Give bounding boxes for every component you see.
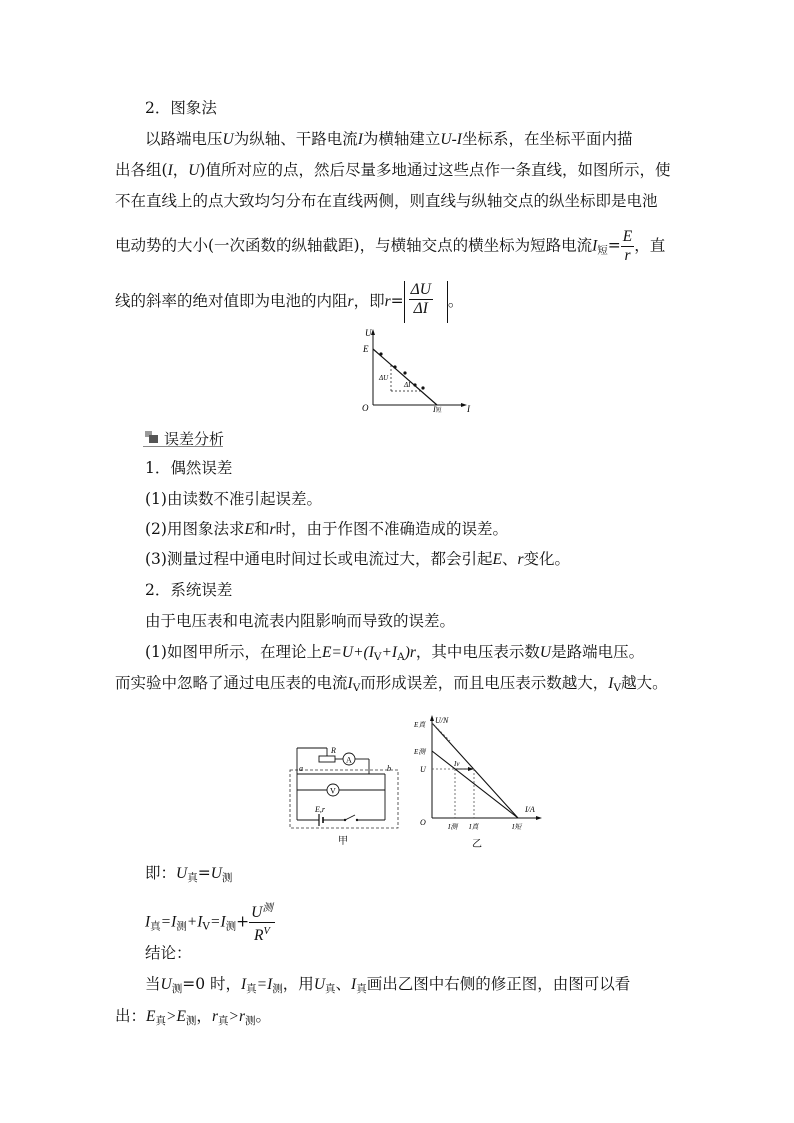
true-line: [432, 723, 518, 818]
fraction-du-di: $\frac{\Delta U}{\Delta I}$: [410, 281, 431, 317]
paragraph-line: (1)由读数不准引起误差。: [145, 490, 322, 508]
paragraph-line: (2)用图象法求E和r时，由于作图不准确造成的误差。: [145, 520, 509, 538]
delta-i-label: ΔI: [404, 381, 411, 389]
absolute-value: [404, 281, 448, 323]
paragraph-line: 线的斜率的绝对值即为电池的内阻r，即r= $\frac{\Delta U}{\Delta I}$ 。: [115, 281, 463, 323]
e-true-label: E真: [414, 721, 426, 729]
data-point: [379, 352, 382, 355]
section-heading: 2．图象法: [145, 99, 217, 117]
iv-label: Iv: [454, 760, 460, 768]
paragraph-line: 电动势的大小(一次函数的纵轴截距)，与横轴交点的横坐标为短路电流$I_短=$ $\frac{E}{r}$ ，直: [115, 228, 666, 264]
paragraph-line: 以路端电压U为纵轴、干路电流I为横轴建立U-I坐标系，在坐标平面内描: [145, 130, 633, 148]
error-analysis-heading: 误差分析: [164, 430, 225, 448]
measured-line: [432, 751, 518, 818]
data-point: [421, 386, 424, 389]
x-axis-label: I/A: [525, 805, 535, 814]
corrected-graph-figure: [410, 713, 545, 853]
i-true-label: I真: [469, 823, 479, 831]
paragraph-line: 出：$E_真>E_测$，$r_真>r_测$。: [115, 1007, 271, 1027]
dashed-frame: [290, 770, 398, 828]
circuit-caption: 甲: [338, 836, 348, 847]
graph-caption: 乙: [472, 839, 482, 850]
paragraph-line: 出各组(I，U)值所对应的点，然后尽量多地通过这些点作一条直线，如图所示，使: [115, 161, 671, 179]
data-point: [403, 371, 406, 374]
delta-u-label: ΔU: [379, 374, 389, 382]
ammeter-label: A: [346, 755, 352, 765]
subsection-title: 1．偶然误差: [145, 459, 233, 477]
y-axis-arrow: [371, 329, 375, 335]
formula-line: $I_真=I_测+I_V=I_测+$ $\frac{U^测}{R^V}$: [145, 900, 275, 945]
origin-label: O: [420, 818, 426, 827]
fraction-e-over-r: $\frac{E}{r}$: [622, 228, 633, 264]
ui-graph-figure: [355, 325, 475, 417]
y-axis-label: U: [365, 328, 372, 338]
circuit-diagram: [285, 740, 405, 850]
voltmeter-label: V: [330, 786, 336, 796]
data-point: [413, 383, 416, 386]
paragraph-line: (1)如图甲所示，在理论上$E=U+(I_V+I_A)r$，其中电压表示数U是路端电压。: [145, 643, 645, 663]
y-axis-label: U/N: [435, 716, 449, 725]
i-short-label: I短: [512, 823, 522, 831]
i-short-label: I短: [433, 405, 442, 414]
origin-label: O: [362, 403, 369, 413]
formula-line: 即：$U_真=U_测$: [145, 864, 233, 884]
node-a-label: a: [299, 764, 303, 773]
fraction-u-over-rv: $\frac{U^测}{R^V}$: [249, 900, 275, 945]
rheostat-symbol: [319, 756, 335, 762]
data-point: [393, 365, 396, 368]
subsection-title: 2．系统误差: [145, 581, 233, 599]
x-axis-label: I: [467, 404, 470, 414]
paragraph-line: (3)测量过程中通电时间过长或电流过大，都会引起E、r变化。: [145, 550, 571, 568]
e-meas-label: E测: [414, 748, 426, 756]
conclusion-label: 结论：: [145, 944, 192, 962]
i-meas-label: I测: [448, 823, 458, 831]
paragraph-line: 不在直线上的点大致均匀分布在直线两侧，则直线与纵轴交点的纵坐标即是电池: [115, 192, 658, 210]
er-label: E,r: [315, 805, 325, 814]
paragraph-line: 由于电压表和电流表内阻影响而导致的误差。: [145, 612, 456, 630]
paragraph-line: 当$U_测=0$ 时，$I_真=I_测$，用$U_真$、$I_真$画出乙图中右侧的修正图，由图可以看: [145, 975, 631, 995]
switch-symbol: [345, 815, 355, 820]
r-label: R: [331, 746, 336, 755]
paragraph-line: 而实验中忽略了通过电压表的电流$I_V$而形成误差，而且电压表示数越大，$I_V$越大。: [115, 674, 668, 694]
u-label: U: [420, 765, 426, 774]
node-b-label: b: [387, 764, 391, 773]
e-label: E: [363, 344, 369, 354]
